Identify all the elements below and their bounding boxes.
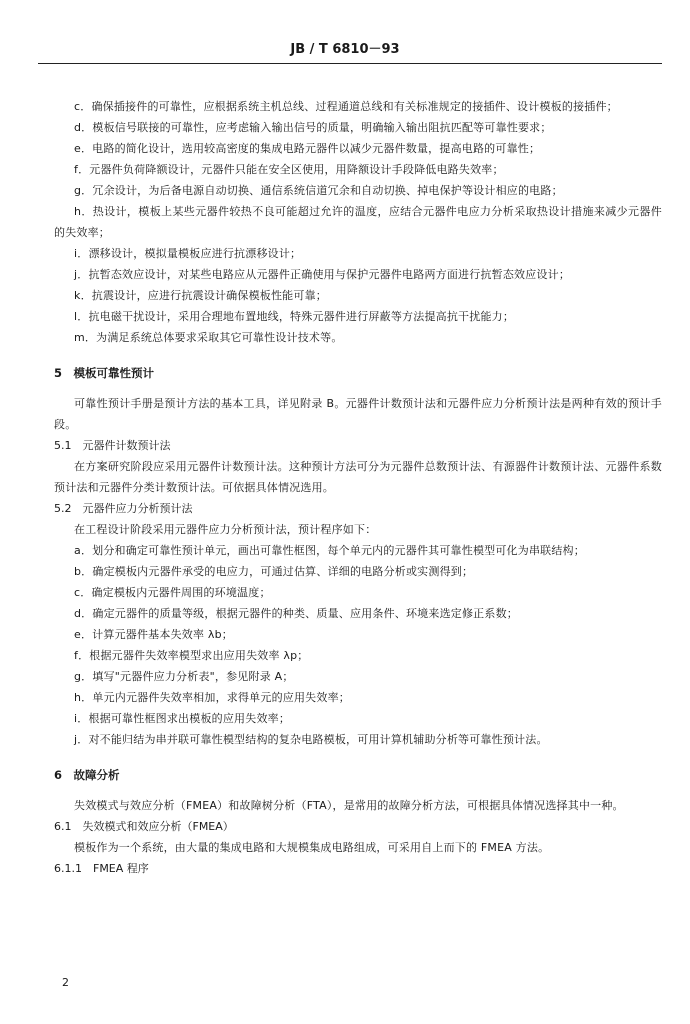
section-6-title: 6 故障分析 [54, 768, 120, 782]
item-j: j．抗暂态效应设计，对某些电路应从元器件正确使用与保护元器件电路两方面进行抗暂态效应设计； [74, 268, 571, 281]
step-h: h．单元内元器件失效率相加，求得单元的应用失效率； [74, 691, 350, 704]
section-5-2-intro: 在工程设计阶段采用元器件应力分析预计法，预计程序如下： [74, 523, 377, 536]
step-a: a．划分和确定可靠性预计单元，画出可靠性框图，每个单元内的元器件其可靠性模型可化为串联结构； [74, 544, 585, 557]
item-k: k．抗震设计，应进行抗震设计确保模板性能可靠； [74, 289, 327, 302]
section-5-1-title: 5.1 元器件计数预计法 [54, 439, 171, 452]
section-6-1-title: 6.1 失效模式和效应分析（FMEA） [54, 820, 234, 833]
item-i: i．漂移设计，模拟量模板应进行抗漂移设计； [74, 247, 302, 260]
header-rule [38, 63, 662, 64]
step-b: b．确定模板内元器件承受的电应力，可通过估算、详细的电路分析或实测得到； [74, 565, 474, 578]
page-number: 2 [62, 976, 69, 989]
document-body [54, 96, 662, 879]
item-h: h．热设计，模板上某些元器件较热不良可能超过允许的温度，应结合元器件电应力分析采取热设计措施来减少元器件的失效率； [54, 205, 662, 239]
item-g: g．冗余设计，为后备电源自动切换、通信系统信道冗余和自动切换、掉电保护等设计相应的电路； [74, 184, 563, 197]
item-d: d．模板信号联接的可靠性，应考虑输入输出信号的质量，明确输入输出阻抗匹配等可靠性要求； [74, 121, 552, 134]
item-e: e．电路的简化设计，选用较高密度的集成电路元器件以减少元器件数量，提高电路的可靠性； [74, 142, 541, 155]
item-m: m．为满足系统总体要求采取其它可靠性设计技术等。 [74, 331, 343, 344]
item-f: f．元器件负荷降额设计，元器件只能在安全区使用，用降额设计手段降低电路失效率； [74, 163, 504, 176]
section-5-intro: 可靠性预计手册是预计方法的基本工具，详见附录 B。元器件计数预计法和元器件应力分析预计法是两种有效的预计手段。 [54, 397, 662, 431]
step-j: j．对不能归结为串并联可靠性模型结构的复杂电路模板，可用计算机辅助分析等可靠性预计法。 [74, 733, 548, 746]
step-c: c．确定模板内元器件周围的环境温度； [74, 586, 271, 599]
section-6-1-body: 模板作为一个系统，由大量的集成电路和大规模集成电路组成，可采用自上而下的 FMEA 方法。 [74, 841, 550, 854]
step-i: i．根据可靠性框图求出模板的应用失效率； [74, 712, 291, 725]
section-5-2-title: 5.2 元器件应力分析预计法 [54, 502, 193, 515]
page-header: JB / T 6810－93 [290, 42, 400, 57]
section-6-1-1-title: 6.1.1 FMEA 程序 [54, 862, 149, 875]
step-e: e．计算元器件基本失效率 λb； [74, 628, 233, 641]
step-g: g．填写"元器件应力分析表"，参见附录 A； [74, 670, 294, 683]
section-6-intro: 失效模式与效应分析（FMEA）和故障树分析（FTA），是常用的故障分析方法，可根据具体情况选择其中一种。 [74, 799, 624, 812]
step-f: f．根据元器件失效率模型求出应用失效率 λp； [74, 649, 309, 662]
section-5-1-body: 在方案研究阶段应采用元器件计数预计法。这种预计方法可分为元器件总数预计法、有源器件计数预计法、元器件系数预计法和元器件分类计数预计法。可依据具体情况选用。 [54, 460, 662, 494]
item-l: l．抗电磁干扰设计，采用合理地布置地线，特殊元器件进行屏蔽等方法提高抗干扰能力； [74, 310, 515, 323]
step-d: d．确定元器件的质量等级，根据元器件的种类、质量、应用条件、环境来选定修正系数； [74, 607, 518, 620]
item-c: c．确保插接件的可靠性，应根据系统主机总线、过程通道总线和有关标准规定的接插件、设计模板的接插件； [74, 100, 618, 113]
section-5-title: 5 模板可靠性预计 [54, 366, 155, 380]
